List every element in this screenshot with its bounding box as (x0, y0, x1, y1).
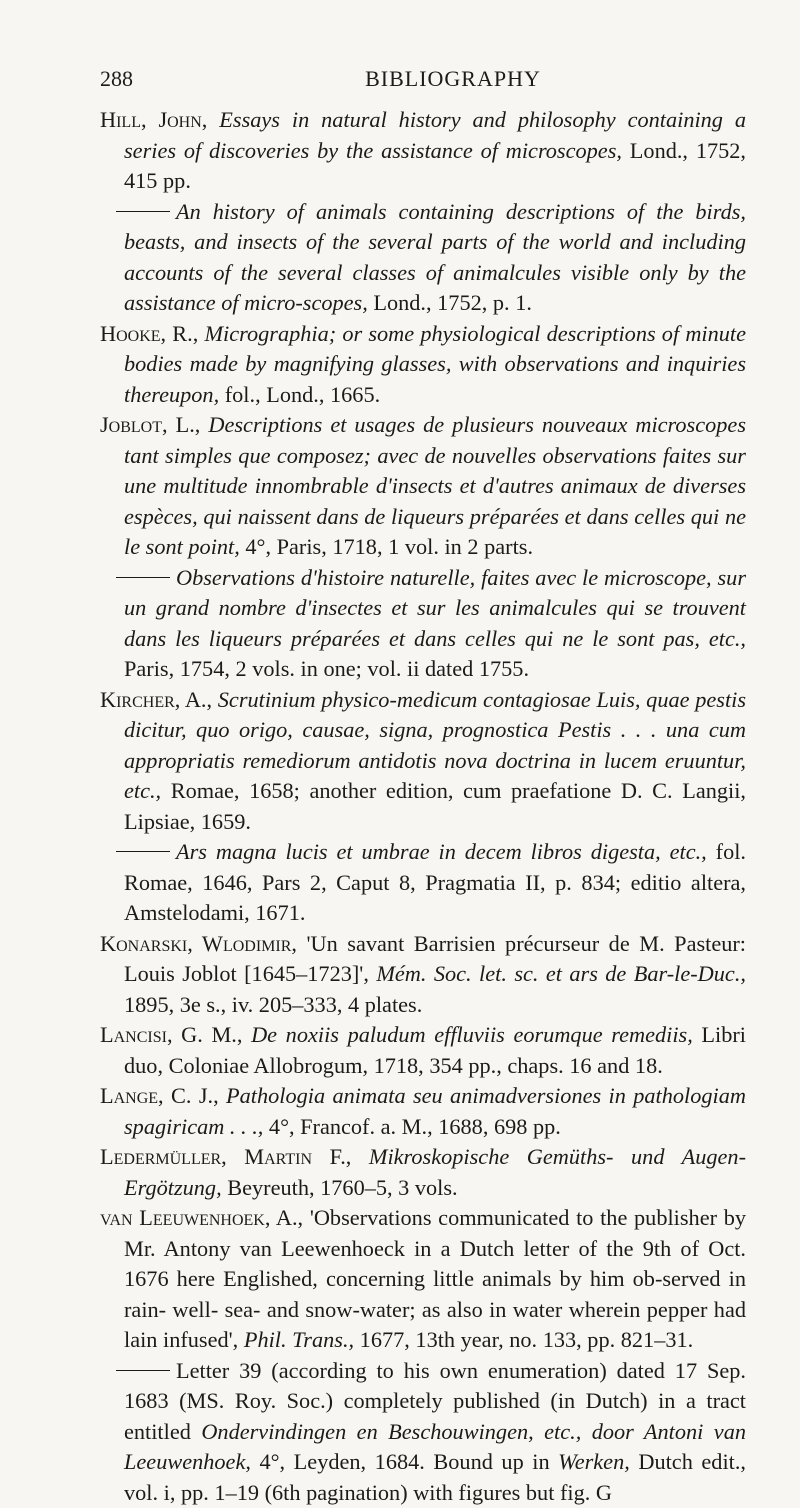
ditto-dash (116, 211, 170, 212)
bib-entry-leeuwenhoek-observations: van Leeuwenhoek, A., 'Observations communicated to the publisher by Mr. Antony van Leewenhoeck in a Dutch letter of the 9th of Oct. 1676 here Englished, concerning little animals by him ob-served in rain- well- sea- and snow-water; as also in water wherein pepper had lain infused', Phil. Trans., 1677, 13th year, no. 133, pp. 821–31. (100, 1203, 746, 1356)
ditto-dash (116, 1370, 170, 1371)
ditto-dash (116, 851, 170, 852)
bib-entry-lancisi: Lancisi, G. M., De noxiis paludum effluviis eorumque remediis, Libri duo, Coloniae Allobrogum, 1718, 354 pp., chaps. 16 and 18. (100, 1020, 746, 1081)
bib-entry-hill-history: An history of animals containing descriptions of the birds, beasts, and insects of the several parts of the world and including accounts of the several classes of animalcules visible only by the assistance of micro-scopes, Lond., 1752, p. 1. (100, 197, 746, 319)
bib-entry-hill-essays: Hill, John, Essays in natural history and philosophy containing a series of discoveries by the assistance of microscopes, Lond., 1752, 415 pp. (100, 105, 746, 197)
bib-entry-joblot-descriptions: Joblot, L., Descriptions et usages de plusieurs nouveaux microscopes tant simples que composez; avec de nouvelles observations faites sur une multitude innombrable d'insects et d'autres animaux de diverses espèces, qui naissent dans de liqueurs préparées et dans celles qui ne le sont point, 4°, Paris, 1718, 1 vol. in 2 parts. (100, 410, 746, 563)
page-header (100, 66, 746, 100)
bib-entry-ledermuller: Ledermüller, Martin F., Mikroskopische Gemüths- und Augen-Ergötzung, Beyreuth, 1760–5, 3 vols. (100, 1142, 746, 1203)
bib-entry-kircher-ars: Ars magna lucis et umbrae in decem libros digesta, etc., fol. Romae, 1646, Pars 2, Caput 8, Pragmatia II, p. 834; editio altera, Amstelodami, 1671. (100, 837, 746, 929)
bib-entry-kircher-scrutinium: Kircher, A., Scrutinium physico-medicum contagiosae Luis, quae pestis dicitur, quo origo, causae, signa, prognostica Pestis . . . una cum appropriatis remediorum antidotis nova doctrina in lucem eruuntur, etc., Romae, 1658; another edition, cum praefatione D. C. Langii, Lipsiae, 1659. (100, 685, 746, 838)
running-head: BIBLIOGRAPHY (100, 66, 746, 92)
bib-entry-leeuwenhoek-letter: Letter 39 (according to his own enumeration) dated 17 Sep. 1683 (MS. Roy. Soc.) completely published (in Dutch) in a tract entitled Ondervindingen en Beschouwingen, etc., door Antoni van Leeuwenhoek, 4°, Leyden, 1684. Bound up in Werken, Dutch edit., vol. i, pp. 1–19 (6th pagination) with figures but fig. G (100, 1356, 746, 1508)
bib-entry-joblot-observations: Observations d'histoire naturelle, faites avec le microscope, sur un grand nombre d'insectes et sur les animalcules qui se trouvent dans les liqueurs préparées et dans celles qui ne le sont pas, etc., Paris, 1754, 2 vols. in one; vol. ii dated 1755. (100, 563, 746, 685)
bib-entry-konarski: Konarski, Wlodimir, 'Un savant Barrisien précurseur de M. Pasteur: Louis Joblot [1645–1723]', Mém. Soc. let. sc. et ars de Bar-le-Duc., 1895, 3e s., iv. 205–333, 4 plates. (100, 929, 746, 1021)
page-number: 288 (100, 66, 133, 92)
bib-entry-hooke: Hooke, R., Micrographia; or some physiological descriptions of minute bodies made by magnifying glasses, with observations and inquiries thereupon, fol., Lond., 1665. (100, 319, 746, 411)
bibliography-list (100, 105, 746, 1508)
ditto-dash (116, 577, 170, 578)
bib-entry-lange: Lange, C. J., Pathologia animata seu animadversiones in pathologiam spagiricam . . ., 4°, Francof. a. M., 1688, 698 pp. (100, 1081, 746, 1142)
